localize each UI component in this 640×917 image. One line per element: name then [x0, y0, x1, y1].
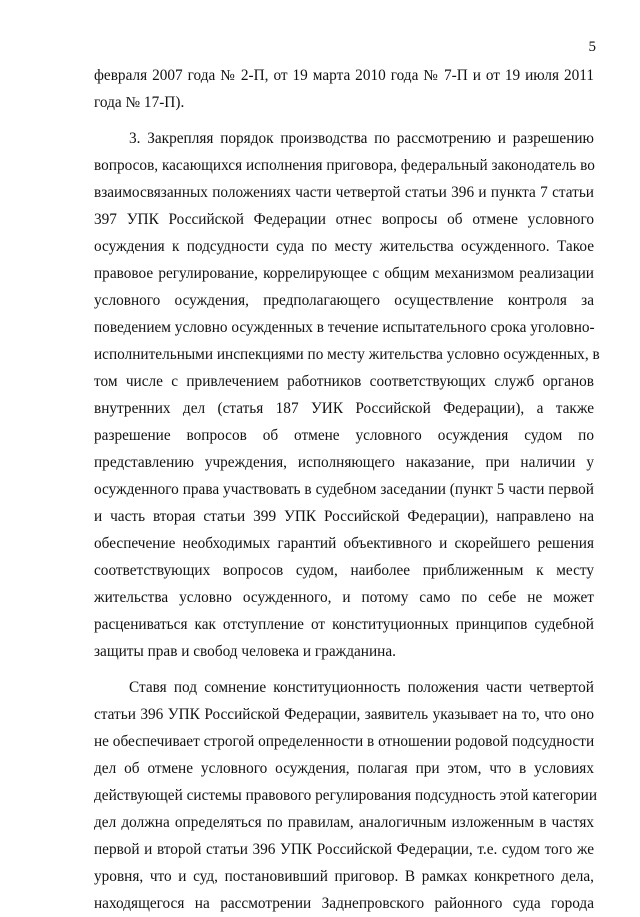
text-line: 3. Закрепляя порядок производства по рассмотрению и разрешению	[129, 130, 594, 147]
text-line: жительства условно осужденного, и потому само по себе не может	[94, 589, 594, 606]
text-line: исполнительными инспекциями по месту жительства условно осужденных, в	[94, 346, 600, 363]
text-line: том числе с привлечением работников соответствующих служб органов	[94, 373, 594, 390]
text-line: года № 17-П).	[94, 94, 185, 111]
text-line: 397 УПК Российской Федерации отнес вопросы об отмене условного	[94, 211, 594, 228]
text-line: осуждения к подсудности суда по месту жительства осужденного. Такое	[94, 238, 594, 255]
text-line: февраля 2007 года № 2-П, от 19 марта 2010 года № 7-П и от 19 июля 2011	[94, 67, 594, 84]
text-line: находящегося на рассмотрении Заднепровского районного суда города	[94, 895, 594, 912]
text-line: правовое регулирование, коррелирующее с общим механизмом реализации	[94, 265, 594, 282]
text-line: расцениваться как отступление от конституционных принципов судебной	[94, 616, 594, 633]
text-line: вопросов, касающихся исполнения приговора, федеральный законодатель во	[94, 157, 595, 174]
text-line: и часть вторая статьи 399 УПК Российской Федерации), направлено на	[94, 508, 594, 525]
text-line: защиты прав и свобод человека и гражданина.	[94, 643, 396, 660]
text-line: разрешение вопросов об отмене условного осуждения судом по	[94, 427, 594, 444]
text-line: внутренних дел (статья 187 УИК Российской Федерации), а также	[94, 400, 594, 417]
page-number: 5	[588, 39, 596, 55]
text-line: Ставя под сомнение конституционность положения части четвертой	[129, 679, 594, 696]
text-line: поведением условно осужденных в течение испытательного срока уголовно-	[94, 319, 595, 336]
text-line: обеспечение необходимых гарантий объективного и скорейшего решения	[94, 535, 594, 552]
paragraph-continuation	[94, 62, 594, 116]
text-line: первой и второй статьи 396 УПК Российской Федерации, т.е. судом того же	[94, 841, 594, 858]
text-line: статьи 396 УПК Российской Федерации, заявитель указывает на то, что оно	[94, 706, 594, 723]
paragraph-constitutionality	[94, 674, 598, 917]
text-line: осужденного права участвовать в судебном заседании (пункт 5 части первой	[94, 481, 594, 498]
document-body	[94, 62, 600, 917]
paragraph-item-3	[94, 125, 600, 665]
text-line: уровня, что и суд, постановивший приговор. В рамках конкретного дела,	[94, 868, 594, 885]
text-line: действующей системы правового регулирования подсудность этой категории	[94, 787, 598, 804]
text-line: дел об отмене условного осуждения, полагая при этом, что в условиях	[94, 760, 594, 777]
text-line: представлению учреждения, исполняющего наказание, при наличии у	[94, 454, 594, 471]
text-line: взаимосвязанных положениях части четвертой статьи 396 и пункта 7 статьи	[94, 184, 594, 201]
text-line: условного осуждения, предполагающего осуществление контроля за	[94, 292, 594, 309]
text-line: не обеспечивает строгой определенности в отношении родовой подсудности	[94, 733, 595, 750]
text-line: соответствующих вопросов судом, наиболее приближенным к месту	[94, 562, 594, 579]
text-line: дел должна определяться по правилам, аналогичным изложенным в частях	[94, 814, 594, 831]
